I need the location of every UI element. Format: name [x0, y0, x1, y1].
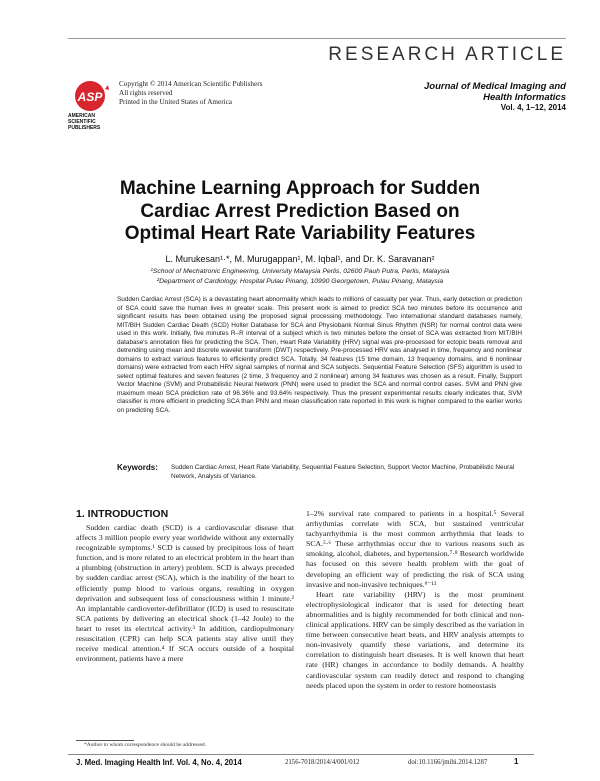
logo-line: AMERICAN [68, 113, 95, 119]
affiliation-1: ¹School of Mechatronic Engineering, University Malaysia Perlis, 02600 Pauh Putra, Perlis, Malaysia [150, 268, 450, 275]
journal-name [424, 81, 566, 103]
intro-paragraph: Sudden cardiac death (SCD) is a cardiovascular disease that affects 3 million people every year worldwide without any externally recognizable symptoms.¹ SCD is caused by precipitous loss of heart function, and is more related to an electrical problem in the heart than a plumbing (obstruction in artery) problem. SCD is always preceded by sudden cardiac arrest (SCA), which is the inability of the heart to efficiently pump blood to various organs, resulting in oxygen deprivation and subsequent loss of consciousness within 1 minute.² An implantable cardioverter-defibrillator (ICD) is used to resuscitate SCA patients by delivering an electrical shock (1–42 Joule) to the heart to reset its electrical activity.³ In addition, cardiopulmonary resuscitation (CPR) can help SCA patients stay alive until they receive medical attention.⁴ If SCA occurs outside of a hospital environment, patients have a mere [76, 523, 294, 664]
svg-text:ASP: ASP [77, 90, 103, 104]
copyright-notice [119, 80, 262, 107]
keywords-list: Sudden Cardiac Arrest, Heart Rate Variability, Sequential Feature Selection, Support Vector Machine, Probabilistic Neural Network, Analysis of Variance. [171, 464, 515, 480]
author-list: L. Murukesan¹·*, M. Murugappan¹, M. Iqbal¹, and Dr. K. Saravanan² [165, 254, 435, 264]
footer-issn: 2156-7018/2014/4/001/012 [285, 759, 360, 766]
correspondence-footnote: *Author to whom correspondence should be addressed. [84, 742, 207, 748]
title-line: Optimal Heart Rate Variability Features [124, 223, 476, 244]
logo-line: PUBLISHERS [68, 125, 101, 131]
publisher-logo-text [68, 113, 118, 131]
header-rule [68, 38, 566, 39]
keywords-label: Keywords: [117, 463, 158, 472]
footnote-rule [76, 740, 134, 741]
journal-name-line: Health Informatics [483, 92, 566, 103]
article-title [60, 178, 540, 246]
title-line: Cardiac Arrest Prediction Based on [140, 200, 460, 222]
footer-doi: doi:10.1166/jmihi.2014.1287 [408, 759, 488, 766]
intro-paragraph-continued: 1–2% survival rate compared to patients in a hospital.⁵ Several arrhythmias correlate with SCA, but sustained ventricular tachyarrhythmia is the most common arrhythmia that leads to SCA.⁵·⁶ These arrhythmias occur due to various reasons such as smoking, alcohol, diabetes, and hypertension.⁷·⁸ Research worldwide has focused on this severe health problem with the goal of developing an efficient way of predicting the risk of SCA using invasive and non-invasive techniques.⁹⁻¹³ [306, 509, 524, 589]
printed-line: Printed in the United States of America [119, 98, 232, 106]
section-heading: 1. INTRODUCTION [76, 508, 169, 520]
right-column [306, 509, 524, 691]
footer-rule [68, 754, 534, 755]
page-number: 1 [514, 757, 519, 766]
rights-line: All rights reserved [119, 89, 173, 97]
footer-journal-ref: J. Med. Imaging Health Inf. Vol. 4, No. 4, 2014 [76, 758, 242, 767]
logo-line: SCIENTIFIC [68, 119, 96, 125]
abstract: Sudden Cardiac Arrest (SCA) is a devastating heart abnormality which leads to millions of casualty per year. Thus, early detection or prediction of SCA could save the human lives in greater scale. This present work is aimed to predict SCA two minutes before its occurrence and significant results has been obtained using the proposed signal processing methodology. Two international standard databases namely, MIT/BIH Sudden Cardiac Death (SCD) Holter Database for SCA and Physiobank Normal Sinus Rhythm (NSR) for normal control data were used in this work. Initially, five minutes R–R interval of a subject which is two minutes before the onset of SCA was extracted from MIT/BIH database's annotation files for predicting the SCA. Then, Heart Rate Variability (HRV) signal was pre-processed for ectopic beats removal and detrending using mean and discrete wavelet transform (DWT) respectively. Pre-processed HRV was analysed in time, frequency and nonlinear domains to extract various features to efficiently predict SCA. Totally, 34 features (15 time domain, 13 frequency domains, and 6 nonlinear domains) were extracted from each HRV signal samples of normal and SCA subjects. Sequential Feature Selection (SFS) algorithm is used to select optimal features and seven features (2 time, 3 frequency and 2 nonlinear) among 34 features was chosen as a result. Finally, Support Vector Machine (SVM) and Probabilistic Neural Network (PNN) were used to predict the SCA and normal control cases. SVM and PNN give maximum mean SCA prediction rate of 96.36% and 93.64% respectively. Thus the present experimental results clearly indicates that, SVM classifier is more efficient in predicting SCA than PNN and mean classification rate reported in this work is higher compared to the earlier works on predicting SCA. [117, 296, 522, 414]
journal-name-line: Journal of Medical Imaging and [424, 81, 566, 92]
title-line: Machine Learning Approach for Sudden [119, 178, 481, 199]
left-column [76, 523, 294, 664]
article-type-banner: RESEARCH ARTICLE [328, 44, 566, 65]
copyright-line: Copyright © 2014 American Scientific Publishers [119, 80, 263, 88]
affiliation-2: ²Department of Cardiology, Hospital Pulau Pinang, 10990 Georgetown, Pulau Pinang, Malaysia [156, 278, 444, 285]
volume-info: Vol. 4, 1–12, 2014 [500, 103, 566, 112]
hrv-paragraph: Heart rate variability (HRV) is the most prominent electrophysiological indicator that is used for detecting heart abnormalities and is highly recommended for both clinical and non-clinical applications. HRV can be simply described as the variation in time between consecutive heart beats, and HRV analysis attempts to non-invasively quantify these variations, and determine its correlation to distinguish heart diseases. It is well known that heart rate (HR) changes in accordance to bodily demands. A healthy cardiovascular system can readily detect and respond to changing needs placed upon the system in order to restore homeostasis [306, 589, 524, 690]
